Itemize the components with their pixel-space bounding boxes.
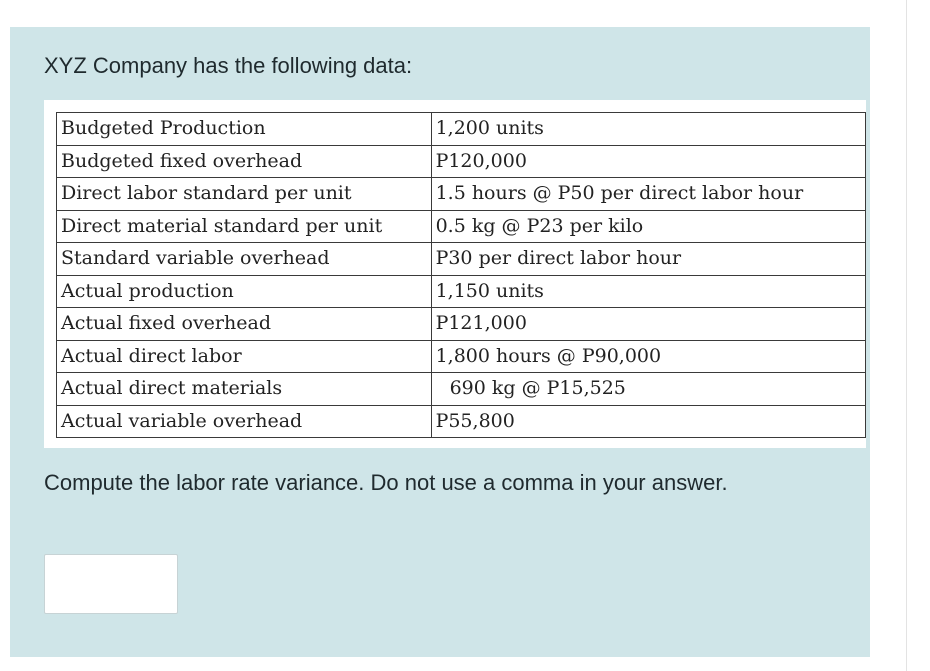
- row-label: Direct labor standard per unit: [57, 178, 432, 211]
- table-row: [57, 373, 866, 406]
- question-panel: [10, 27, 870, 657]
- row-label: Budgeted Production: [57, 113, 432, 146]
- row-label: Direct material standard per unit: [57, 210, 432, 243]
- answer-input[interactable]: [44, 554, 178, 614]
- table-row: [57, 210, 866, 243]
- table-row: [57, 405, 866, 438]
- table-row: [57, 178, 866, 211]
- row-label: Actual direct materials: [57, 373, 432, 406]
- table-row: [57, 145, 866, 178]
- page-edge-divider: [906, 0, 907, 671]
- row-value: P120,000: [431, 145, 865, 178]
- row-value: 1,800 hours @ P90,000: [431, 340, 865, 373]
- table-row: [57, 308, 866, 341]
- row-value: 0.5 kg @ P23 per kilo: [431, 210, 865, 243]
- row-value: 690 kg @ P15,525: [431, 373, 865, 406]
- table-row: [57, 340, 866, 373]
- row-label: Actual fixed overhead: [57, 308, 432, 341]
- row-label: Actual direct labor: [57, 340, 432, 373]
- row-value: P121,000: [431, 308, 865, 341]
- row-value: 1.5 hours @ P50 per direct labor hour: [431, 178, 865, 211]
- row-value: 1,150 units: [431, 275, 865, 308]
- data-table: [56, 112, 866, 438]
- row-value: P55,800: [431, 405, 865, 438]
- row-value: 1,200 units: [431, 113, 865, 146]
- row-label: Actual production: [57, 275, 432, 308]
- question-prompt: Compute the labor rate variance. Do not use a comma in your answer.: [44, 470, 728, 495]
- row-label: Actual variable overhead: [57, 405, 432, 438]
- table-row: [57, 275, 866, 308]
- question-intro: XYZ Company has the following data:: [44, 53, 413, 78]
- table-row: [57, 113, 866, 146]
- row-value: P30 per direct labor hour: [431, 243, 865, 276]
- data-table-image: [44, 100, 866, 448]
- table-row: [57, 243, 866, 276]
- row-label: Standard variable overhead: [57, 243, 432, 276]
- row-label: Budgeted fixed overhead: [57, 145, 432, 178]
